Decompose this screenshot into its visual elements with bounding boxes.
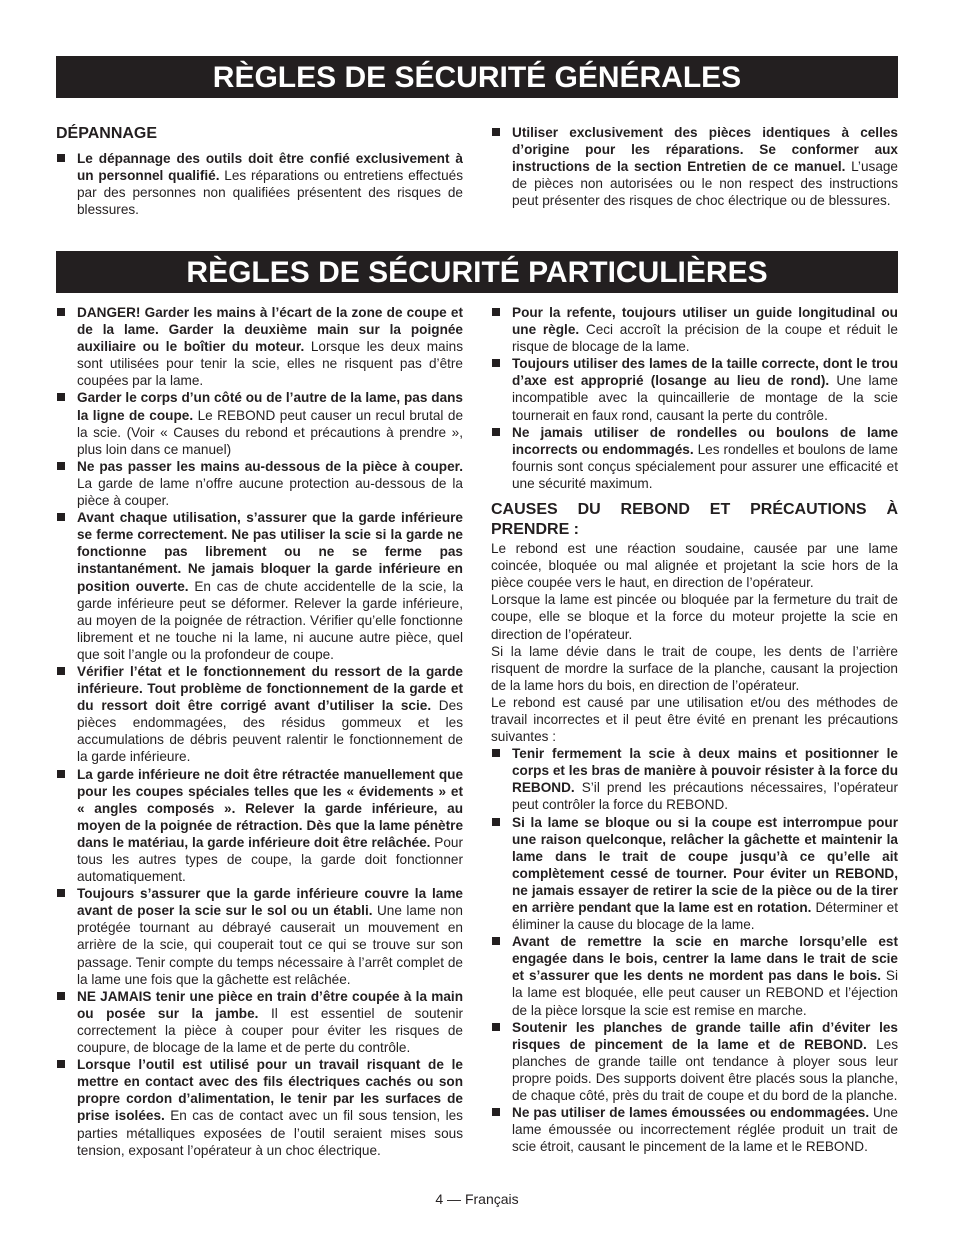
kickback-heading: CAUSES DU REBOND ET PRÉCAUTIONS À PRENDRE : [491,501,898,539]
list-item: Avant chaque utilisation, s’assurer que la garde inférieure se ferme correctement. Ne pas utiliser la scie si la garde ne fonctionne pas librement ou ne se ferme pas instantanément. Ne jamais bloquer la garde inférieure en position ouverte. En cas de chute accidentelle de la scie, la garde inférieure peut se déformer. Relever la garde inférieure, au moyen de la poignée de rétraction. Vérifier qu’elle fonctionne librement et ne touche ni la lame, ni aucune autre pièce, quel que soit l’angle ou la profondeur de coupe. [56,509,463,663]
troubleshooting-heading: DÉPANNAGE [56,125,158,142]
bullet-icon [57,462,65,470]
bullet-icon [57,513,65,521]
bullet-icon [492,308,500,316]
kickback-paragraph: Le rebond est une réaction soudaine, causée par une lame coincée, bloquée ou mal alignée et projetant la scie hors de la pièce coupée vers le haut, en direction de l’opérateur. [491,541,898,591]
bullet-icon [57,667,65,675]
troubleshooting-column [56,124,463,218]
bullet-icon [492,818,500,826]
list-item: Garder le corps d’un côté ou de l’autre de la lame, pas dans la ligne de coupe. Le REBOND peut causer un recul brutal de la scie. (Voir « Causes du rebond et précautions à prendre », plus loin dans ce manuel) [56,389,463,457]
general-safety-banner [56,56,898,98]
bullet-icon [57,393,65,401]
list-item: Ne pas utiliser de lames émoussées ou endommagées. Une lame émoussée ou incorrectement réglée produit un trait de scie étroit, causant le pincement de la lame et le REBOND. [491,1104,898,1155]
kickback-paragraph: Lorsque la lame est pincée ou bloquée par la fermeture du trait de coupe, elle se bloque et la force du moteur projette la scie en direction de l’opérateur. [491,592,898,642]
list-item: Si la lame se bloque ou si la coupe est interrompue pour une raison quelconque, relâcher la gâchette et maintenir la lame dans le trait de coupe jusqu’à ce qu’elle ait complètement cessé de tourner. Pour éviter un REBOND, ne jamais essayer de retirer la scie de la pièce ou de la tirer en arrière pendant que la lame est en rotation. Déterminer et éliminer la cause du blocage de la lame. [491,814,898,934]
bullet-icon [492,937,500,945]
bullet-icon [57,308,65,316]
bullet-icon [492,1023,500,1031]
right-column [491,304,898,1155]
kickback-paragraph: Le rebond est causé par une utilisation et/ou des méthodes de travail incorrectes et il peut être évité en prenant les précautions suivantes : [491,694,898,745]
page-footer: 4 — Français [435,1191,519,1207]
bullet-icon [492,128,500,136]
general-safety-title: RÈGLES DE SÉCURITÉ GÉNÉRALES [212,61,742,94]
bullet-icon [57,154,65,162]
bullet-icon [57,889,65,897]
list-item: Utiliser exclusivement des pièces identiques à celles d’origine pour les réparations. Se conformer aux instructions de la section Entretien de ce manuel. L’usage de pièces non autorisées ou le non respect des instructions peut présenter des risques de choc électrique ou de blessures. [491,124,898,209]
bullet-icon [492,749,500,757]
parts-column [491,124,898,209]
specific-safety-title: RÈGLES DE SÉCURITÉ PARTICULIÈRES [186,256,768,289]
bullet-icon [492,1108,500,1116]
list-item: Soutenir les planches de grande taille afin d’éviter les risques de pincement de la lame et de REBOND. Les planches de grande taille ont tendance à ployer sous leur propre poids. Des supports doivent être placés sous la planche, de chaque côté, près du trait de coupe et du bord de la planche. [491,1019,898,1104]
bullet-icon [57,1060,65,1068]
list-item: DANGER! Garder les mains à l’écart de la zone de coupe et de la lame. Garder la deuxième main sur la poignée auxiliaire ou le boîtier du moteur. Lorsque les deux mains sont utilisées pour tenir la scie, elles ne risquent pas d’être coupées par la lame. [56,304,463,389]
list-item: NE JAMAIS tenir une pièce en train d’être coupée à la main ou posée sur la jambe. Il est essentiel de soutenir correctement la pièce à couper pour éviter les risques de coupure, de blocage de la lame et de perte du contrôle. [56,988,463,1056]
bullet-icon [492,359,500,367]
list-item: Toujours s’assurer que la garde inférieure couvre la lame avant de poser la scie sur le sol ou un établi. Une lame non protégée tournant au débrayé causerait un mouvement en arrière de la scie, qui couperait tout ce qui se trouve sur son passage. Tenir compte du temps nécessaire à l’arrêt complet de la lame une fois que la gâchette est relâchée. [56,885,463,988]
bullet-icon [492,428,500,436]
list-item: Avant de remettre la scie en marche lorsqu’elle est engagée dans le bois, centrer la lame dans le trait de scie et s’assurer que les dents ne mordent pas dans le bois. Si la lame est bloquée, elle peut causer un REBOND et l’éjection de la pièce lorsque la scie est remise en marche. [491,933,898,1018]
bullet-icon [57,992,65,1000]
list-item: Vérifier l’état et le fonctionnement du ressort de la garde inférieure. Tout problème de fonctionnement de la garde et du ressort doit être corrigé avant d’utiliser la scie. Des pièces endommagées, des résidus gommeux et les accumulations de débris peuvent ralentir le fonctionnement de la garde inférieure. [56,663,463,766]
specific-safety-banner [56,251,898,293]
list-item: Tenir fermement la scie à deux mains et positionner le corps et les bras de manière à pouvoir résister à la force du REBOND. S’il prend les précautions nécessaires, l’opérateur peut contrôler la force du REBOND. [491,745,898,813]
list-item: Lorsque l’outil est utilisé pour un travail risquant de le mettre en contact avec des fils électriques cachés ou son propre cordon d’alimentation, le tenir par les surfaces de prise isolées. En cas de contact avec un fil sous tension, les parties métalliques exposées de l’outil seraient mises sous tension, exposant l’opérateur à un choc électrique. [56,1056,463,1159]
kickback-paragraph: Si la lame dévie dans le trait de coupe, les dents de l’arrière risquent de mordre la surface de la planche, causant la projection de la lame hors du bois, en direction de l’opérateur. [491,643,898,693]
left-column [56,304,463,1159]
list-item: Ne pas passer les mains au-dessous de la pièce à couper. La garde de lame n’offre aucune protection au-dessous de la pièce à couper. [56,458,463,509]
list-item: Le dépannage des outils doit être confié exclusivement à un personnel qualifié. Les réparations ou entretiens effectués par des personnes non qualifiées présentent des risques de blessures. [56,150,463,218]
list-item: Pour la refente, toujours utiliser un guide longitudinal ou une règle. Ceci accroît la précision de la coupe et réduit le risque de blocage de la lame. [491,304,898,355]
list-item: La garde inférieure ne doit être rétractée manuellement que pour les coupes spéciales telles que les « évidements » et « angles composés ». Relever la garde inférieure, au moyen de la poignée de rétraction. Dès que la lame pénètre dans le matériau, la garde inférieure doit être relâchée. Pour tous les autres types de coupe, la garde doit fonctionner automatiquement. [56,766,463,886]
list-item: Ne jamais utiliser de rondelles ou boulons de lame incorrects ou endommagés. Les rondelles et boulons de lame fournis sont conçus spécialement pour assurer une efficacité et une sécurité maximum. [491,424,898,492]
list-item: Toujours utiliser des lames de la taille correcte, dont le trou d’axe est approprié (losange au lieu de rond). Une lame incompatible avec la quincaillerie de montage de la scie tournerait en faux rond, causant la perte du contrôle. [491,355,898,423]
bullet-icon [57,770,65,778]
